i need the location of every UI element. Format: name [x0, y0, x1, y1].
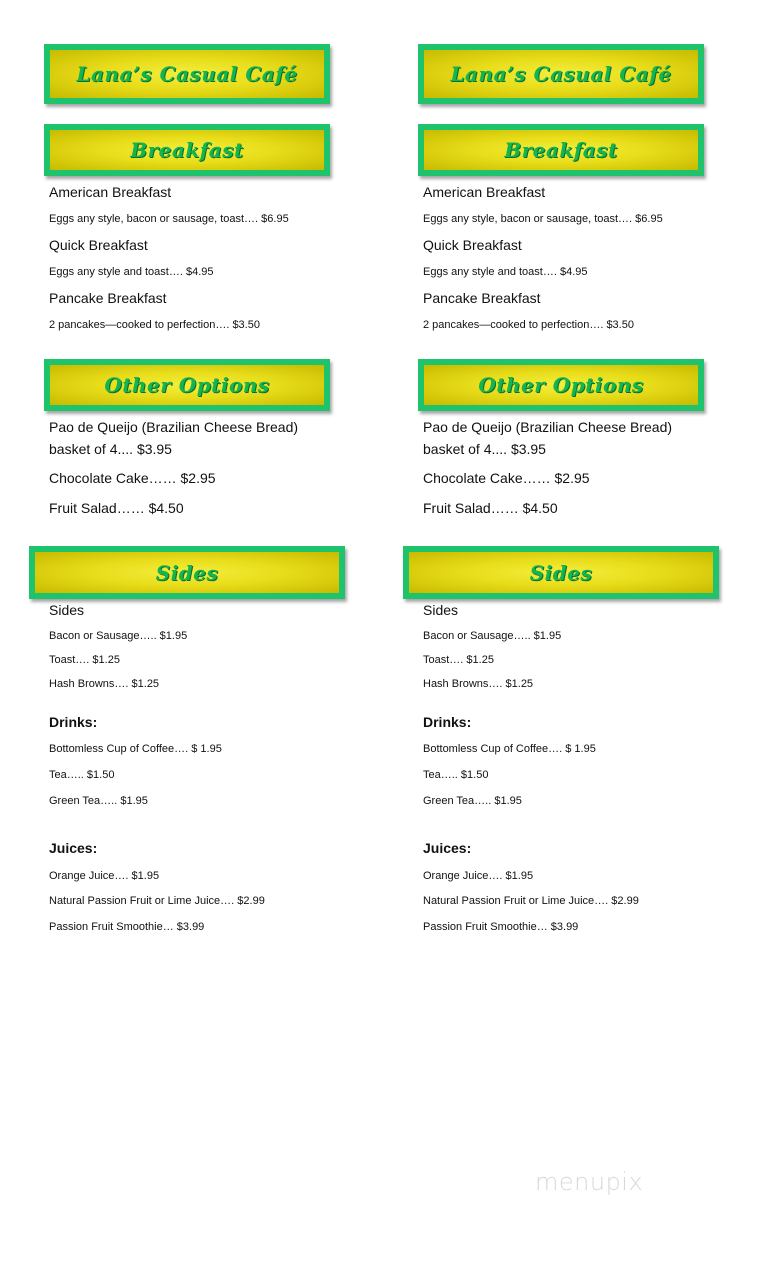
menu-item-name: American Breakfast — [49, 184, 172, 200]
watermark: menupix — [535, 1168, 644, 1196]
cafe-title: Lana’s Casual Café — [450, 62, 672, 86]
menu-item: Bottomless Cup of Coffee…. $ 1.95 — [423, 743, 596, 755]
menu-item-desc: 2 pancakes—cooked to perfection…. $3.50 — [49, 319, 260, 331]
juices-heading: Juices: — [49, 840, 98, 856]
menu-item-name: Quick Breakfast — [423, 237, 522, 253]
menu-item: Natural Passion Fruit or Lime Juice…. $2.99 — [423, 895, 639, 907]
menu-item: Hash Browns…. $1.25 — [423, 678, 534, 690]
other-options-banner — [44, 359, 330, 411]
sides-banner — [403, 546, 719, 599]
drinks-heading: Drinks: — [423, 714, 472, 730]
menu-item-desc: Eggs any style and toast…. $4.95 — [423, 266, 588, 278]
other-options-heading: Other Options — [478, 373, 644, 397]
menu-item: Natural Passion Fruit or Lime Juice…. $2.99 — [49, 895, 265, 907]
menu-item: Fruit Salad…… $4.50 — [49, 500, 184, 516]
menu-item: Fruit Salad…… $4.50 — [423, 500, 558, 516]
menu-item: Bacon or Sausage….. $1.95 — [423, 630, 562, 642]
title-banner — [44, 44, 330, 104]
menu-item-desc: Eggs any style and toast…. $4.95 — [49, 266, 214, 278]
breakfast-heading: Breakfast — [130, 138, 244, 162]
sides-label: Sides — [49, 602, 85, 618]
cafe-title: Lana’s Casual Café — [76, 62, 298, 86]
menu-item: Chocolate Cake…… $2.95 — [423, 470, 590, 486]
menu-item-name: Pancake Breakfast — [423, 290, 541, 306]
breakfast-banner — [418, 124, 704, 176]
menu-item: Orange Juice…. $1.95 — [423, 870, 534, 882]
other-options-banner — [418, 359, 704, 411]
menu-item: Pao de Queijo (Brazilian Cheese Bread) — [49, 419, 299, 435]
menu-item-desc: Eggs any style, bacon or sausage, toast…. $6.95 — [49, 213, 289, 225]
menu-item: Chocolate Cake…… $2.95 — [49, 470, 216, 486]
menu-item: Bottomless Cup of Coffee…. $ 1.95 — [49, 743, 222, 755]
menu-item: Tea….. $1.50 — [49, 769, 115, 781]
sides-heading: Sides — [529, 560, 593, 585]
menu-item: Passion Fruit Smoothie… $3.99 — [49, 921, 205, 933]
sides-banner — [29, 546, 345, 599]
menu-item: Green Tea….. $1.95 — [49, 795, 148, 807]
menu-item: Hash Browns…. $1.25 — [49, 678, 160, 690]
menu-item: Green Tea….. $1.95 — [423, 795, 522, 807]
menu-item-desc: 2 pancakes—cooked to perfection…. $3.50 — [423, 319, 634, 331]
menu-item: basket of 4.... $3.95 — [49, 441, 172, 457]
menu-item: basket of 4.... $3.95 — [423, 441, 546, 457]
breakfast-banner — [44, 124, 330, 176]
menu-item: Toast…. $1.25 — [49, 654, 120, 666]
drinks-heading: Drinks: — [49, 714, 98, 730]
menu-item: Orange Juice…. $1.95 — [49, 870, 160, 882]
juices-heading: Juices: — [423, 840, 472, 856]
title-banner — [418, 44, 704, 104]
menu-item-name: Quick Breakfast — [49, 237, 148, 253]
menu-item: Bacon or Sausage….. $1.95 — [49, 630, 188, 642]
menu-item: Toast…. $1.25 — [423, 654, 494, 666]
menu-item-name: Pancake Breakfast — [49, 290, 167, 306]
menu-item: Passion Fruit Smoothie… $3.99 — [423, 921, 579, 933]
breakfast-heading: Breakfast — [504, 138, 618, 162]
menu-item: Pao de Queijo (Brazilian Cheese Bread) — [423, 419, 673, 435]
sides-label: Sides — [423, 602, 459, 618]
menu-page-right — [374, 0, 758, 1265]
menu-item: Tea….. $1.50 — [423, 769, 489, 781]
other-options-heading: Other Options — [104, 373, 270, 397]
sides-heading: Sides — [155, 560, 219, 585]
menu-item-name: American Breakfast — [423, 184, 546, 200]
menu-item-desc: Eggs any style, bacon or sausage, toast…. $6.95 — [423, 213, 663, 225]
